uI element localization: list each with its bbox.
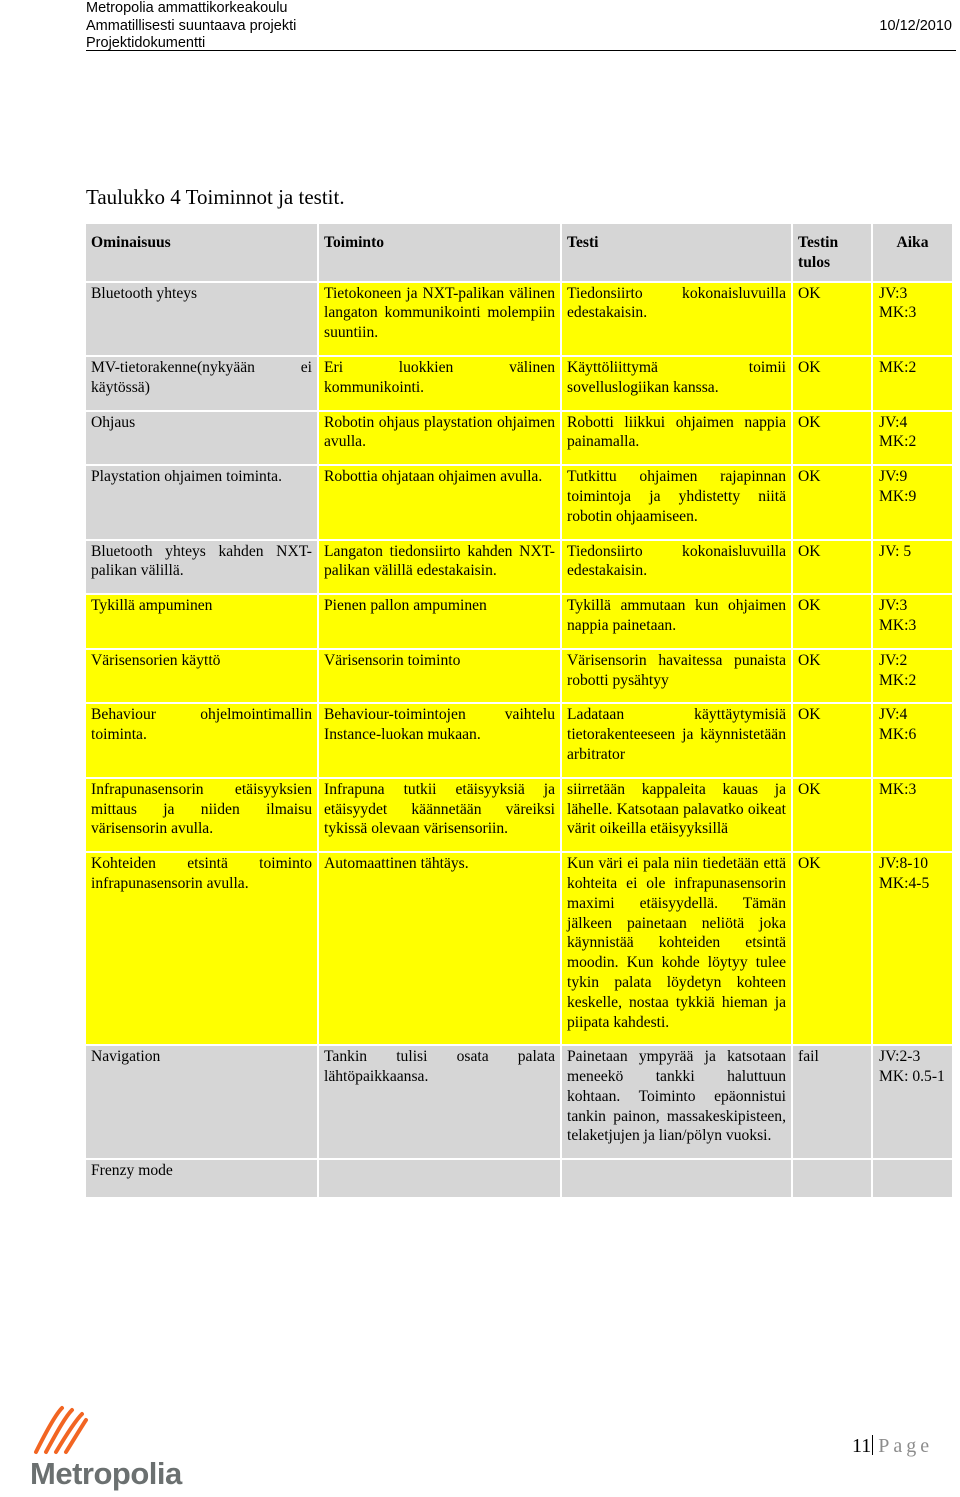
cell-result: OK xyxy=(792,649,872,704)
cell-function: Robotin ohjaus playstation ohjaimen avulla. xyxy=(318,411,561,466)
table-row xyxy=(85,703,953,777)
cell-time: JV:3 MK:3 xyxy=(872,282,953,356)
table-caption: Taulukko 4 Toiminnot ja testit. xyxy=(86,185,345,209)
header-document: Projektidokumentti xyxy=(86,35,206,51)
cell-function: Langaton tiedonsiirto kahden NXT-palikan välillä edestakaisin. xyxy=(318,540,561,595)
cell-test: Käyttöliittymä toimii sovelluslogiikan kanssa. xyxy=(561,356,792,411)
cell-function: Robottia ohjataan ohjaimen avulla. xyxy=(318,465,561,539)
table-row xyxy=(85,852,953,1045)
cell-feature: Värisensorien käyttö xyxy=(85,649,318,704)
cell-result: OK xyxy=(792,594,872,649)
page-header xyxy=(86,0,958,53)
logo-wordmark: Metropolia xyxy=(30,1456,182,1491)
cell-feature: Bluetooth yhteys kahden NXT-palikan välillä. xyxy=(85,540,318,595)
page-label: Page xyxy=(878,1435,934,1457)
cell-time: JV: 5 xyxy=(872,540,953,595)
cell-function: Infrapuna tutkii etäisyyksiä ja etäisyydet käännetään väreiksi tykissä olevaan värisensoriin. xyxy=(318,778,561,852)
cell-feature: Navigation xyxy=(85,1045,318,1159)
cell-result xyxy=(792,1159,872,1198)
cell-feature: Infrapunasensorin etäisyyksien mittaus ja niiden ilmaisu värisensorin avulla. xyxy=(85,778,318,852)
cell-test: Tiedonsiirto kokonaisluvuilla edestakaisin. xyxy=(561,540,792,595)
table-row xyxy=(85,282,953,356)
header-test: Testi xyxy=(561,223,792,282)
table-header-row xyxy=(85,223,953,282)
cell-feature: Kohteiden etsintä toiminto infrapunasensorin avulla. xyxy=(85,852,318,1045)
cell-result: OK xyxy=(792,465,872,539)
cell-result: OK xyxy=(792,356,872,411)
logo-mark xyxy=(36,1408,86,1452)
cell-function xyxy=(318,1159,561,1198)
cell-function: Tietokoneen ja NXT-palikan välinen langaton kommunikointi molempiin suuntiin. xyxy=(318,282,561,356)
table-row xyxy=(85,594,953,649)
cell-time xyxy=(872,1159,953,1198)
cell-time: MK:2 xyxy=(872,356,953,411)
cell-function: Behaviour-toimintojen vaihtelu Instance-luokan mukaan. xyxy=(318,703,561,777)
header-test-result: Testin tulos xyxy=(792,223,872,282)
page-number-separator xyxy=(872,1435,873,1455)
cell-time: JV:3 MK:3 xyxy=(872,594,953,649)
cell-result: OK xyxy=(792,540,872,595)
table-row xyxy=(85,356,953,411)
cell-result: OK xyxy=(792,282,872,356)
cell-function: Värisensorin toiminto xyxy=(318,649,561,704)
cell-feature: Ohjaus xyxy=(85,411,318,466)
cell-feature: Bluetooth yhteys xyxy=(85,282,318,356)
cell-result: OK xyxy=(792,778,872,852)
cell-test: Ladataan käyttäytymisiä tietorakenteeseen ja käynnistetään arbitrator xyxy=(561,703,792,777)
table-row xyxy=(85,411,953,466)
cell-result: fail xyxy=(792,1045,872,1159)
cell-function: Tankin tulisi osata palata lähtöpaikkaansa. xyxy=(318,1045,561,1159)
header-school: Metropolia ammattikorkeakoulu xyxy=(86,0,288,16)
table-row xyxy=(85,540,953,595)
cell-test: siirretään kappaleita kauas ja lähelle. Katsotaan palavatko oikeat värit oikeilla etäisyyksillä xyxy=(561,778,792,852)
header-time: Aika xyxy=(872,223,953,282)
cell-time: JV:2 MK:2 xyxy=(872,649,953,704)
header-feature: Ominaisuus xyxy=(85,223,318,282)
header-project: Ammatillisesti suuntaava projekti xyxy=(86,17,297,34)
cell-feature: Frenzy mode xyxy=(85,1159,318,1198)
cell-time: JV:9 MK:9 xyxy=(872,465,953,539)
cell-test: Painetaan ympyrää ja katsotaan meneekö tankki haluttuun kohtaan. Toiminto epäonnistui tankin painon, massakeskipisteen, telaketjujen ja lian/pölyn vuoksi. xyxy=(561,1045,792,1159)
cell-function: Pienen pallon ampuminen xyxy=(318,594,561,649)
cell-feature: Behaviour ohjelmointimallin toiminta. xyxy=(85,703,318,777)
page-number xyxy=(852,1435,933,1458)
cell-time: JV:4 MK:2 xyxy=(872,411,953,466)
cell-test: Tiedonsiirto kokonaisluvuilla edestakaisin. xyxy=(561,282,792,356)
header-divider xyxy=(86,50,956,51)
cell-result: OK xyxy=(792,703,872,777)
table-row xyxy=(85,1159,953,1198)
table-row xyxy=(85,778,953,852)
cell-test: Robotti liikkui ohjaimen nappia painamalla. xyxy=(561,411,792,466)
cell-test: Värisensorin havaitessa punaista robotti pysähtyy xyxy=(561,649,792,704)
cell-test xyxy=(561,1159,792,1198)
cell-function: Automaattinen tähtäys. xyxy=(318,852,561,1045)
cell-test: Kun väri ei pala niin tiedetään että kohteita ei ole infrapunasensorin maximi etäisyydellä. Tämän jälkeen painetaan neliötä joka käynnistää kohteiden etsintä moodin. Kun kohde löytyy tulee tykin palata löydetyn kohteen keskelle, nostaa tykkiä hieman ja piipata kahdesti. xyxy=(561,852,792,1045)
features-tests-table xyxy=(84,222,954,1199)
cell-feature: Tykillä ampuminen xyxy=(85,594,318,649)
table-row xyxy=(85,465,953,539)
table-row xyxy=(85,649,953,704)
cell-test: Tutkittu ohjaimen rajapinnan toimintoja ja yhdistetty niitä robotin ohjaamiseen. xyxy=(561,465,792,539)
cell-time: JV:2-3 MK: 0.5-1 xyxy=(872,1045,953,1159)
cell-feature: MV-tietorakenne(nykyään ei käytössä) xyxy=(85,356,318,411)
cell-test: Tykillä ammutaan kun ohjaimen nappia painetaan. xyxy=(561,594,792,649)
cell-feature: Playstation ohjaimen toiminta. xyxy=(85,465,318,539)
cell-function: Eri luokkien välinen kommunikointi. xyxy=(318,356,561,411)
cell-result: OK xyxy=(792,411,872,466)
cell-result: OK xyxy=(792,852,872,1045)
header-function: Toiminto xyxy=(318,223,561,282)
table-row xyxy=(85,1045,953,1159)
cell-time: JV:4 MK:6 xyxy=(872,703,953,777)
header-date: 10/12/2010 xyxy=(879,17,952,34)
page-number-value: 11 xyxy=(852,1435,872,1457)
cell-time: MK:3 xyxy=(872,778,953,852)
cell-time: JV:8-10 MK:4-5 xyxy=(872,852,953,1045)
